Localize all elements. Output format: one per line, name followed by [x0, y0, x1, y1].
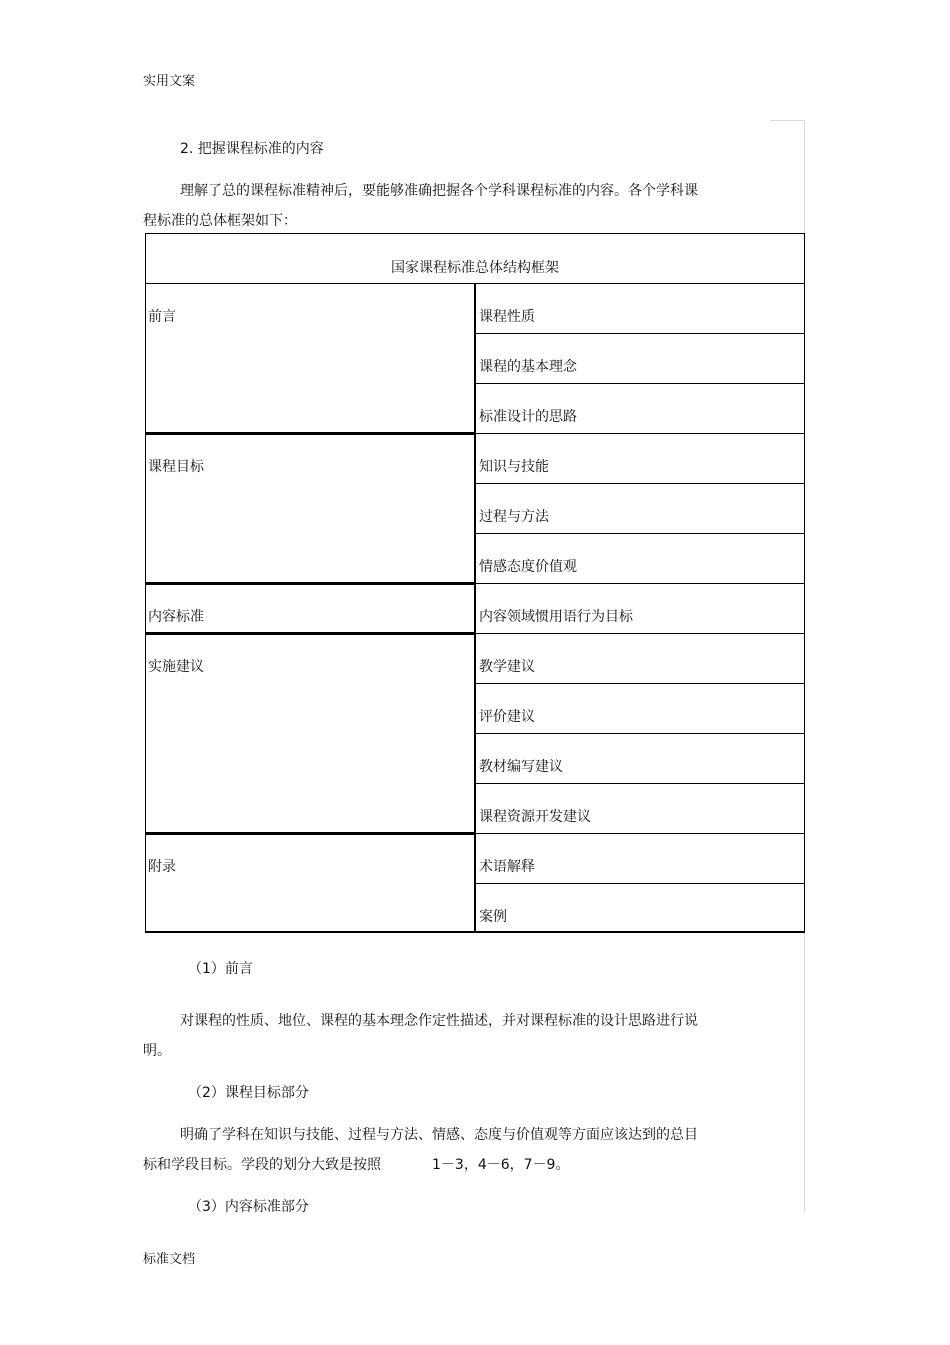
item-row-divider	[475, 633, 805, 634]
item-row-divider	[475, 433, 805, 434]
item-cell: 教材编写建议	[479, 759, 563, 775]
section-2-line2: 标和学段目标。学段的划分大致是按照	[143, 1157, 381, 1173]
group-divider	[145, 832, 475, 835]
item-row-divider	[475, 833, 805, 834]
item-cell: 案例	[479, 909, 507, 925]
item-cell: 课程的基本理念	[479, 359, 577, 375]
item-cell: 知识与技能	[479, 459, 549, 475]
page-footer: 标准文档	[143, 1252, 196, 1267]
item-row-divider	[475, 333, 805, 334]
section-1-line1: 对课程的性质、地位、课程的基本理念作定性描述，并对课程标准的设计思路进行说	[180, 1013, 698, 1029]
table-column-divider	[474, 283, 476, 933]
section-1-line2: 明。	[143, 1043, 171, 1059]
group-label: 实施建议	[148, 659, 204, 675]
item-cell: 课程资源开发建议	[479, 809, 591, 825]
section-2-line1: 明确了学科在知识与技能、过程与方法、情感、态度与价值观等方面应该达到的总目	[180, 1127, 698, 1143]
item-row-divider	[475, 483, 805, 484]
section-heading: 2. 把握课程标准的内容	[180, 141, 324, 157]
item-row-divider	[475, 883, 805, 884]
framework-table	[145, 233, 805, 935]
item-cell: 过程与方法	[479, 509, 549, 525]
item-cell: 教学建议	[479, 659, 535, 675]
group-label: 附录	[148, 859, 176, 875]
page-header: 实用文案	[143, 74, 196, 89]
item-row-divider	[475, 383, 805, 384]
intro-paragraph-line2: 程标准的总体框架如下：	[143, 213, 297, 229]
group-divider	[145, 632, 475, 635]
item-row-divider	[475, 683, 805, 684]
group-label: 前言	[148, 309, 176, 325]
group-divider	[145, 582, 475, 585]
item-row-divider	[475, 533, 805, 534]
item-row-divider	[475, 783, 805, 784]
group-label: 内容标准	[148, 609, 204, 625]
item-cell: 标准设计的思路	[479, 409, 577, 425]
item-cell: 术语解释	[479, 859, 535, 875]
item-cell: 课程性质	[479, 309, 535, 325]
table-title: 国家课程标准总体结构框架	[391, 260, 559, 276]
item-row-divider	[475, 583, 805, 584]
item-cell: 情感态度价值观	[479, 559, 577, 575]
intro-paragraph-line1: 理解了总的课程标准精神后，要能够准确把握各个学科课程标准的内容。各个学科课	[180, 183, 698, 199]
section-3-title: （3）内容标准部分	[188, 1199, 309, 1215]
table-border-top	[145, 233, 805, 234]
section-2-stage-numbers: 1－3，4－6，7－9。	[432, 1157, 570, 1173]
item-cell: 内容领域惯用语行为目标	[479, 609, 633, 625]
section-2-title: （2）课程目标部分	[188, 1085, 309, 1101]
item-cell: 评价建议	[479, 709, 535, 725]
group-label: 课程目标	[148, 459, 204, 475]
item-row-divider	[475, 733, 805, 734]
frame-border-top	[770, 120, 805, 121]
group-divider	[145, 432, 475, 435]
section-1-title: （1）前言	[188, 961, 253, 977]
